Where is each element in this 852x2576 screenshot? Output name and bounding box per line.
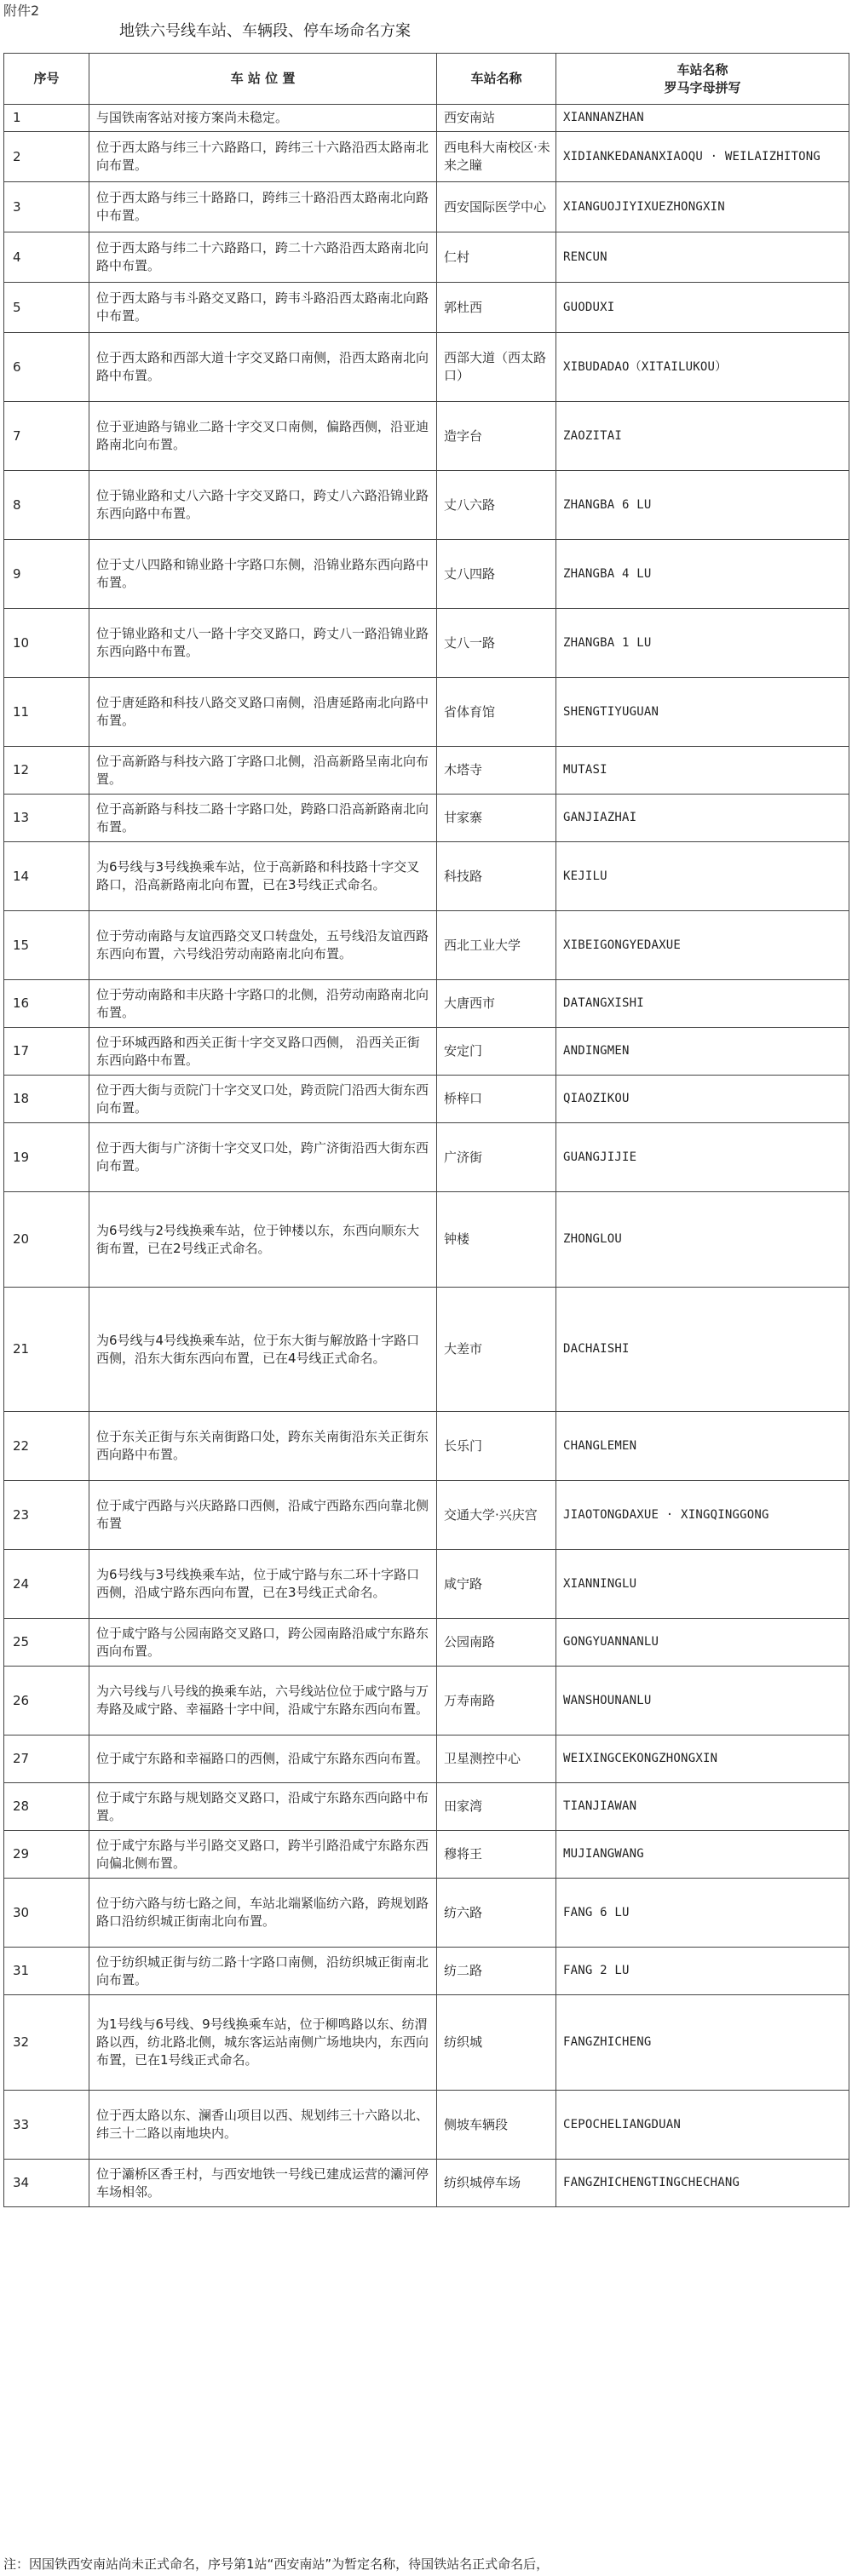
table-row xyxy=(4,283,849,333)
table-row xyxy=(4,1831,849,1879)
row-location: 位于纺六路与纺七路之间，车站北端紧临纺六路，跨规划路路口沿纺织城正街南北向布置。 xyxy=(89,1879,437,1948)
page-title: 地铁六号线车站、车辆段、停车场命名方案 xyxy=(119,22,411,40)
row-station-name: 交通大学·兴庆宫 xyxy=(437,1481,556,1550)
row-location: 为六号线与八号线的换乘车站，六号线站位位于咸宁路与万寿路及咸宁路、幸福路十字中间，沿咸宁东路东西向布置。 xyxy=(89,1667,437,1736)
table-row xyxy=(4,333,849,402)
row-number: 16 xyxy=(4,980,89,1028)
row-station-name: 咸宁路 xyxy=(437,1550,556,1619)
row-number: 9 xyxy=(4,540,89,609)
row-station-name: 西北工业大学 xyxy=(437,911,556,980)
row-station-name: 西安南站 xyxy=(437,105,556,132)
row-location: 为6号线与4号线换乘车站，位于东大街与解放路十字路口西侧，沿东大街东西向布置，已在4号线正式命名。 xyxy=(89,1288,437,1412)
row-number: 18 xyxy=(4,1076,89,1123)
row-pinyin: XIBEIGONGYEDAXUE xyxy=(556,911,849,980)
row-pinyin: GONGYUANNANLU xyxy=(556,1619,849,1667)
row-pinyin: GUODUXI xyxy=(556,283,849,333)
row-number: 6 xyxy=(4,333,89,402)
table-header-row xyxy=(4,54,849,105)
table-row xyxy=(4,1995,849,2091)
row-location: 位于环城西路和西关正街十字交叉路口西侧， 沿西关正街东西向路中布置。 xyxy=(89,1028,437,1076)
row-location: 位于丈八四路和锦业路十字路口东侧，沿锦业路东西向路中布置。 xyxy=(89,540,437,609)
row-number: 19 xyxy=(4,1123,89,1192)
table-row xyxy=(4,1412,849,1481)
row-station-name: 科技路 xyxy=(437,842,556,911)
table-row xyxy=(4,1288,849,1412)
row-location: 为6号线与3号线换乘车站，位于高新路和科技路十字交叉路口，沿高新路南北向布置，已在3号线正式命名。 xyxy=(89,842,437,911)
table-row xyxy=(4,911,849,980)
table-row xyxy=(4,105,849,132)
row-number: 33 xyxy=(4,2091,89,2160)
row-pinyin: FANGZHICHENG xyxy=(556,1995,849,2091)
row-location: 位于西太路与韦斗路交叉路口，跨韦斗路沿西太路南北向路中布置。 xyxy=(89,283,437,333)
header-pinyin xyxy=(556,54,849,105)
row-station-name: 大差市 xyxy=(437,1288,556,1412)
table-row xyxy=(4,471,849,540)
header-pinyin-line2: 罗马字母拼写 xyxy=(664,79,741,95)
table-row xyxy=(4,1948,849,1995)
row-station-name: 纺织城停车场 xyxy=(437,2160,556,2207)
row-number: 7 xyxy=(4,402,89,471)
row-station-name: 纺六路 xyxy=(437,1879,556,1948)
table-row xyxy=(4,182,849,232)
row-station-name: 侧坡车辆段 xyxy=(437,2091,556,2160)
row-pinyin: ZHONGLOU xyxy=(556,1192,849,1288)
row-location: 位于西太路与纬三十六路路口，跨纬三十六路沿西太路南北向布置。 xyxy=(89,132,437,182)
table-row xyxy=(4,1192,849,1288)
row-number: 5 xyxy=(4,283,89,333)
row-station-name: 田家湾 xyxy=(437,1783,556,1831)
row-location: 位于西大街与贡院门十字交叉口处，跨贡院门沿西大街东西向布置。 xyxy=(89,1076,437,1123)
header-pinyin-line1: 车站名称 xyxy=(676,61,728,77)
header-location: 车 站 位 置 xyxy=(89,54,437,105)
row-station-name: 卫星测控中心 xyxy=(437,1736,556,1783)
row-pinyin: ZHANGBA 4 LU xyxy=(556,540,849,609)
row-station-name: 广济街 xyxy=(437,1123,556,1192)
header-no: 序号 xyxy=(4,54,89,105)
row-pinyin: MUTASI xyxy=(556,747,849,795)
row-pinyin: JIAOTONGDAXUE · XINGQINGGONG xyxy=(556,1481,849,1550)
row-pinyin: XIANGUOJIYIXUEZHONGXIN xyxy=(556,182,849,232)
row-pinyin: ZAOZITAI xyxy=(556,402,849,471)
row-location: 位于西太路与纬三十路路口，跨纬三十路沿西太路南北向路中布置。 xyxy=(89,182,437,232)
row-number: 31 xyxy=(4,1948,89,1995)
row-number: 11 xyxy=(4,678,89,747)
row-location: 位于咸宁西路与兴庆路路口西侧，沿咸宁西路东西向靠北侧布置 xyxy=(89,1481,437,1550)
row-number: 25 xyxy=(4,1619,89,1667)
row-number: 4 xyxy=(4,232,89,283)
row-number: 14 xyxy=(4,842,89,911)
row-pinyin: GUANGJIJIE xyxy=(556,1123,849,1192)
row-station-name: 造字台 xyxy=(437,402,556,471)
row-number: 12 xyxy=(4,747,89,795)
row-station-name: 仁村 xyxy=(437,232,556,283)
row-pinyin: CEPOCHELIANGDUAN xyxy=(556,2091,849,2160)
row-location: 为6号线与3号线换乘车站，位于咸宁路与东二环十字路口西侧，沿咸宁路东西向布置，已在3号线正式命名。 xyxy=(89,1550,437,1619)
footnote: 注：因国铁西安南站尚未正式命名，序号第1站“西安南站”为暂定名称，待国铁站名正式命名后， xyxy=(3,2556,550,2572)
row-number: 29 xyxy=(4,1831,89,1879)
row-pinyin: XIANNANZHAN xyxy=(556,105,849,132)
row-station-name: 丈八四路 xyxy=(437,540,556,609)
table-row xyxy=(4,402,849,471)
row-number: 26 xyxy=(4,1667,89,1736)
table-row xyxy=(4,132,849,182)
table-row xyxy=(4,2091,849,2160)
row-number: 22 xyxy=(4,1412,89,1481)
row-station-name: 丈八一路 xyxy=(437,609,556,678)
row-station-name: 纺二路 xyxy=(437,1948,556,1995)
row-location: 位于西大街与广济街十字交叉口处，跨广济街沿西大街东西向布置。 xyxy=(89,1123,437,1192)
row-station-name: 省体育馆 xyxy=(437,678,556,747)
table-row xyxy=(4,609,849,678)
table-row xyxy=(4,1879,849,1948)
row-location: 位于灞桥区香王村，与西安地铁一号线已建成运营的灞河停车场相邻。 xyxy=(89,2160,437,2207)
row-station-name: 木塔寺 xyxy=(437,747,556,795)
row-number: 28 xyxy=(4,1783,89,1831)
table-row xyxy=(4,1783,849,1831)
row-pinyin: DACHAISHI xyxy=(556,1288,849,1412)
table-row xyxy=(4,1619,849,1667)
row-location: 与国铁南客站对接方案尚未稳定。 xyxy=(89,105,437,132)
table-row xyxy=(4,747,849,795)
row-number: 24 xyxy=(4,1550,89,1619)
row-pinyin: WANSHOUNANLU xyxy=(556,1667,849,1736)
table-row xyxy=(4,678,849,747)
row-number: 32 xyxy=(4,1995,89,2091)
row-station-name: 安定门 xyxy=(437,1028,556,1076)
row-station-name: 桥梓口 xyxy=(437,1076,556,1123)
table-row xyxy=(4,1028,849,1076)
row-location: 位于西太路和西部大道十字交叉路口南侧，沿西太路南北向路中布置。 xyxy=(89,333,437,402)
row-pinyin: FANG 2 LU xyxy=(556,1948,849,1995)
row-station-name: 丈八六路 xyxy=(437,471,556,540)
row-location: 位于西太路以东、澜香山项目以西、规划纬三十六路以北、纬三十二路以南地块内。 xyxy=(89,2091,437,2160)
row-pinyin: QIAOZIKOU xyxy=(556,1076,849,1123)
table-row xyxy=(4,980,849,1028)
row-pinyin: MUJIANGWANG xyxy=(556,1831,849,1879)
table-row xyxy=(4,232,849,283)
row-pinyin: GANJIAZHAI xyxy=(556,795,849,842)
attachment-label: 附件2 xyxy=(3,3,40,19)
row-number: 20 xyxy=(4,1192,89,1288)
row-pinyin: DATANGXISHI xyxy=(556,980,849,1028)
row-location: 位于咸宁东路与规划路交叉路口，沿咸宁东路东西向路中布置。 xyxy=(89,1783,437,1831)
row-location: 位于劳动南路与友谊西路交叉口转盘处，五号线沿友谊西路东西向布置，六号线沿劳动南路南北向布置。 xyxy=(89,911,437,980)
row-station-name: 纺织城 xyxy=(437,1995,556,2091)
table-row xyxy=(4,795,849,842)
table-row xyxy=(4,1550,849,1619)
row-station-name: 西部大道（西太路口） xyxy=(437,333,556,402)
table-row xyxy=(4,1736,849,1783)
row-location: 位于劳动南路和丰庆路十字路口的北侧，沿劳动南路南北向布置。 xyxy=(89,980,437,1028)
row-pinyin: KEJILU xyxy=(556,842,849,911)
row-number: 10 xyxy=(4,609,89,678)
row-location: 位于咸宁路与公园南路交叉路口，跨公园南路沿咸宁东路东西向布置。 xyxy=(89,1619,437,1667)
table-row xyxy=(4,1667,849,1736)
row-station-name: 钟楼 xyxy=(437,1192,556,1288)
row-location: 位于咸宁东路和幸福路口的西侧，沿咸宁东路东西向布置。 xyxy=(89,1736,437,1783)
row-location: 位于亚迪路与锦业二路十字交叉口南侧，偏路西侧，沿亚迪路南北向布置。 xyxy=(89,402,437,471)
row-station-name: 西电科大南校区·未来之瞳 xyxy=(437,132,556,182)
row-station-name: 甘家寨 xyxy=(437,795,556,842)
row-station-name: 长乐门 xyxy=(437,1412,556,1481)
row-station-name: 大唐西市 xyxy=(437,980,556,1028)
row-pinyin: XIDIANKEDANANXIAOQU · WEILAIZHITONG xyxy=(556,132,849,182)
row-location: 位于咸宁东路与半引路交叉路口，跨半引路沿咸宁东路东西向偏北侧布置。 xyxy=(89,1831,437,1879)
row-number: 2 xyxy=(4,132,89,182)
row-number: 1 xyxy=(4,105,89,132)
table-row xyxy=(4,1481,849,1550)
table-row xyxy=(4,540,849,609)
row-number: 27 xyxy=(4,1736,89,1783)
row-pinyin: RENCUN xyxy=(556,232,849,283)
row-number: 30 xyxy=(4,1879,89,1948)
row-pinyin: FANGZHICHENGTINGCHECHANG xyxy=(556,2160,849,2207)
row-number: 21 xyxy=(4,1288,89,1412)
header-name: 车站名称 xyxy=(437,54,556,105)
row-pinyin: XIBUDADAO（XITAILUKOU） xyxy=(556,333,849,402)
station-table xyxy=(3,53,849,2207)
row-number: 23 xyxy=(4,1481,89,1550)
row-number: 8 xyxy=(4,471,89,540)
row-number: 13 xyxy=(4,795,89,842)
row-number: 3 xyxy=(4,182,89,232)
row-pinyin: ZHANGBA 6 LU xyxy=(556,471,849,540)
row-location: 位于纺织城正街与纺二路十字路口南侧，沿纺织城正街南北向布置。 xyxy=(89,1948,437,1995)
row-pinyin: ANDINGMEN xyxy=(556,1028,849,1076)
row-station-name: 西安国际医学中心 xyxy=(437,182,556,232)
row-pinyin: TIANJIAWAN xyxy=(556,1783,849,1831)
row-location: 位于锦业路和丈八一路十字交叉路口，跨丈八一路沿锦业路东西向路中布置。 xyxy=(89,609,437,678)
row-location: 为6号线与2号线换乘车站，位于钟楼以东，东西向顺东大街布置，已在2号线正式命名。 xyxy=(89,1192,437,1288)
row-number: 17 xyxy=(4,1028,89,1076)
row-location: 位于高新路与科技二路十字路口处，跨路口沿高新路南北向布置。 xyxy=(89,795,437,842)
row-pinyin: WEIXINGCEKONGZHONGXIN xyxy=(556,1736,849,1783)
row-pinyin: FANG 6 LU xyxy=(556,1879,849,1948)
row-location: 位于西太路与纬二十六路路口，跨二十六路沿西太路南北向路中布置。 xyxy=(89,232,437,283)
table-row xyxy=(4,1123,849,1192)
row-pinyin: ZHANGBA 1 LU xyxy=(556,609,849,678)
row-location: 为1号线与6号线、9号线换乘车站，位于柳鸣路以东、纺渭路以西，纺北路北侧，城东客运站南侧广场地块内，东西向布置，已在1号线正式命名。 xyxy=(89,1995,437,2091)
row-station-name: 万寿南路 xyxy=(437,1667,556,1736)
row-station-name: 郭杜西 xyxy=(437,283,556,333)
row-location: 位于东关正街与东关南街路口处，跨东关南街沿东关正街东西向路中布置。 xyxy=(89,1412,437,1481)
row-number: 34 xyxy=(4,2160,89,2207)
row-location: 位于锦业路和丈八六路十字交叉路口，跨丈八六路沿锦业路东西向路中布置。 xyxy=(89,471,437,540)
row-station-name: 穆将王 xyxy=(437,1831,556,1879)
table-row xyxy=(4,2160,849,2207)
row-pinyin: XIANNINGLU xyxy=(556,1550,849,1619)
row-pinyin: CHANGLEMEN xyxy=(556,1412,849,1481)
table-row xyxy=(4,842,849,911)
row-number: 15 xyxy=(4,911,89,980)
row-location: 位于高新路与科技六路丁字路口北侧，沿高新路呈南北向布置。 xyxy=(89,747,437,795)
row-station-name: 公园南路 xyxy=(437,1619,556,1667)
row-pinyin: SHENGTIYUGUAN xyxy=(556,678,849,747)
row-location: 位于唐延路和科技八路交叉路口南侧，沿唐延路南北向路中布置。 xyxy=(89,678,437,747)
table-row xyxy=(4,1076,849,1123)
